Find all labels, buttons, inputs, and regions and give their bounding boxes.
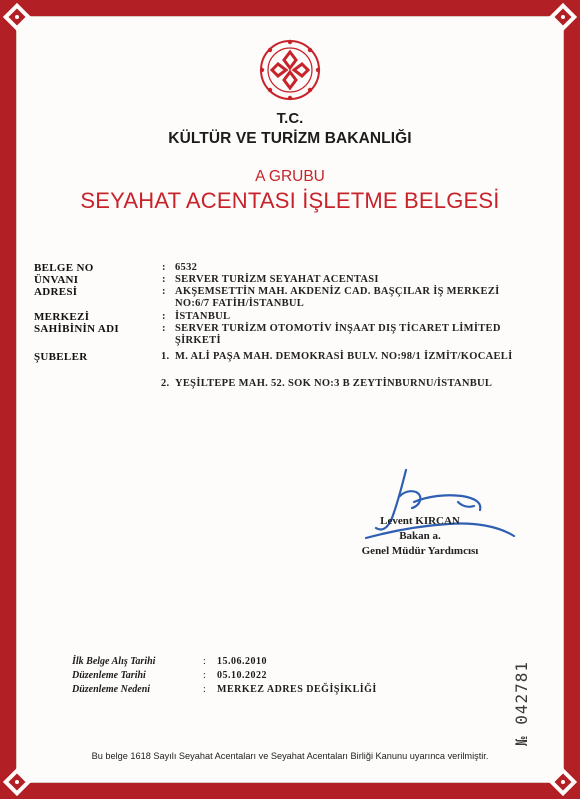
tc-heading: T.C.: [276, 110, 304, 127]
row-belge-no: [34, 262, 534, 274]
group-label: A GRUBU: [255, 168, 325, 185]
edit-reason-value: MERKEZ ADRES DEĞİŞİKLİĞİ: [217, 684, 377, 695]
row-sube-2: [34, 378, 534, 390]
edit-date-value: 05.10.2022: [217, 670, 267, 681]
adres-label: ADRESİ: [34, 286, 78, 298]
sube-address: M. ALİ PAŞA MAH. DEMOKRASİ BULV. NO:98/1 İZMİT/KOCAELİ: [175, 351, 513, 362]
signatory-line2: Bakan a.: [399, 530, 441, 542]
row-adres: [34, 286, 534, 311]
ministry-emblem-icon: [258, 38, 322, 102]
merkez-value: İSTANBUL: [175, 311, 231, 322]
first-date-label: İlk Belge Alış Tarihi: [72, 656, 156, 667]
edit-date-label: Düzenleme Tarihi: [72, 670, 146, 681]
license-info: [34, 262, 534, 390]
row-unvani: [34, 274, 534, 286]
signatory-title: Genel Müdür Yardımcısı: [361, 545, 479, 557]
first-date-value: 15.06.2010: [217, 656, 267, 667]
sahip-value: SERVER TURİZM OTOMOTİV İNŞAAT DIŞ TİCARET LİMİTED ŞİRKETİ: [175, 323, 501, 346]
row-sube-1: [34, 351, 534, 378]
edit-reason-label: Düzenleme Nedeni: [72, 684, 151, 695]
corner-ornament-bottom-left: [0, 765, 34, 799]
merkez-label: MERKEZİ: [34, 311, 90, 323]
belge-no-value: 6532: [175, 262, 198, 273]
signatory-block: [330, 514, 510, 559]
row-edit-date: [72, 670, 472, 684]
row-sahip: [34, 323, 534, 351]
colon: :: [203, 656, 206, 667]
ministry-name: KÜLTÜR VE TURİZM BAKANLIĞI: [168, 130, 412, 147]
sube-number: 2.: [161, 378, 170, 389]
colon: :: [162, 262, 166, 273]
colon: :: [203, 684, 206, 695]
legal-footer: Bu belge 1618 Sayılı Seyahat Acentaları ve Seyahat Acentaları Birliği Kanunu uyarınca verilmiştir.: [91, 751, 489, 761]
belge-no-label: BELGE NO: [34, 262, 94, 274]
subeler-label: ŞUBELER: [34, 351, 88, 363]
sube-number: 1.: [161, 351, 170, 362]
colon: :: [162, 323, 166, 334]
colon: :: [162, 311, 166, 322]
date-info: [72, 656, 472, 698]
unvani-value: SERVER TURİZM SEYAHAT ACENTASI: [175, 274, 379, 285]
adres-value: AKŞEMSETTİN MAH. AKDENİZ CAD. BAŞÇILAR İŞ MERKEZİ NO:6/7 FATİH/İSTANBUL: [175, 286, 500, 309]
corner-ornament-top-right: [546, 0, 580, 34]
corner-ornament-bottom-right: [546, 765, 580, 799]
unvani-label: ÜNVANI: [34, 274, 79, 286]
colon: :: [162, 286, 166, 297]
colon: :: [203, 670, 206, 681]
document-title: SEYAHAT ACENTASI İŞLETME BELGESİ: [80, 188, 500, 213]
corner-ornament-top-left: [0, 0, 34, 34]
serial-number: № 042781: [512, 660, 531, 746]
sube-address: YEŞİLTEPE MAH. 52. SOK NO:3 B ZEYTİNBURNU/İSTANBUL: [175, 378, 493, 389]
signatory-name: Levent KIRCAN: [380, 515, 460, 527]
row-merkez: [34, 311, 534, 323]
row-first-date: [72, 656, 472, 670]
sahip-label: SAHİBİNİN ADI: [34, 323, 119, 335]
row-edit-reason: [72, 684, 472, 698]
colon: :: [162, 274, 166, 285]
